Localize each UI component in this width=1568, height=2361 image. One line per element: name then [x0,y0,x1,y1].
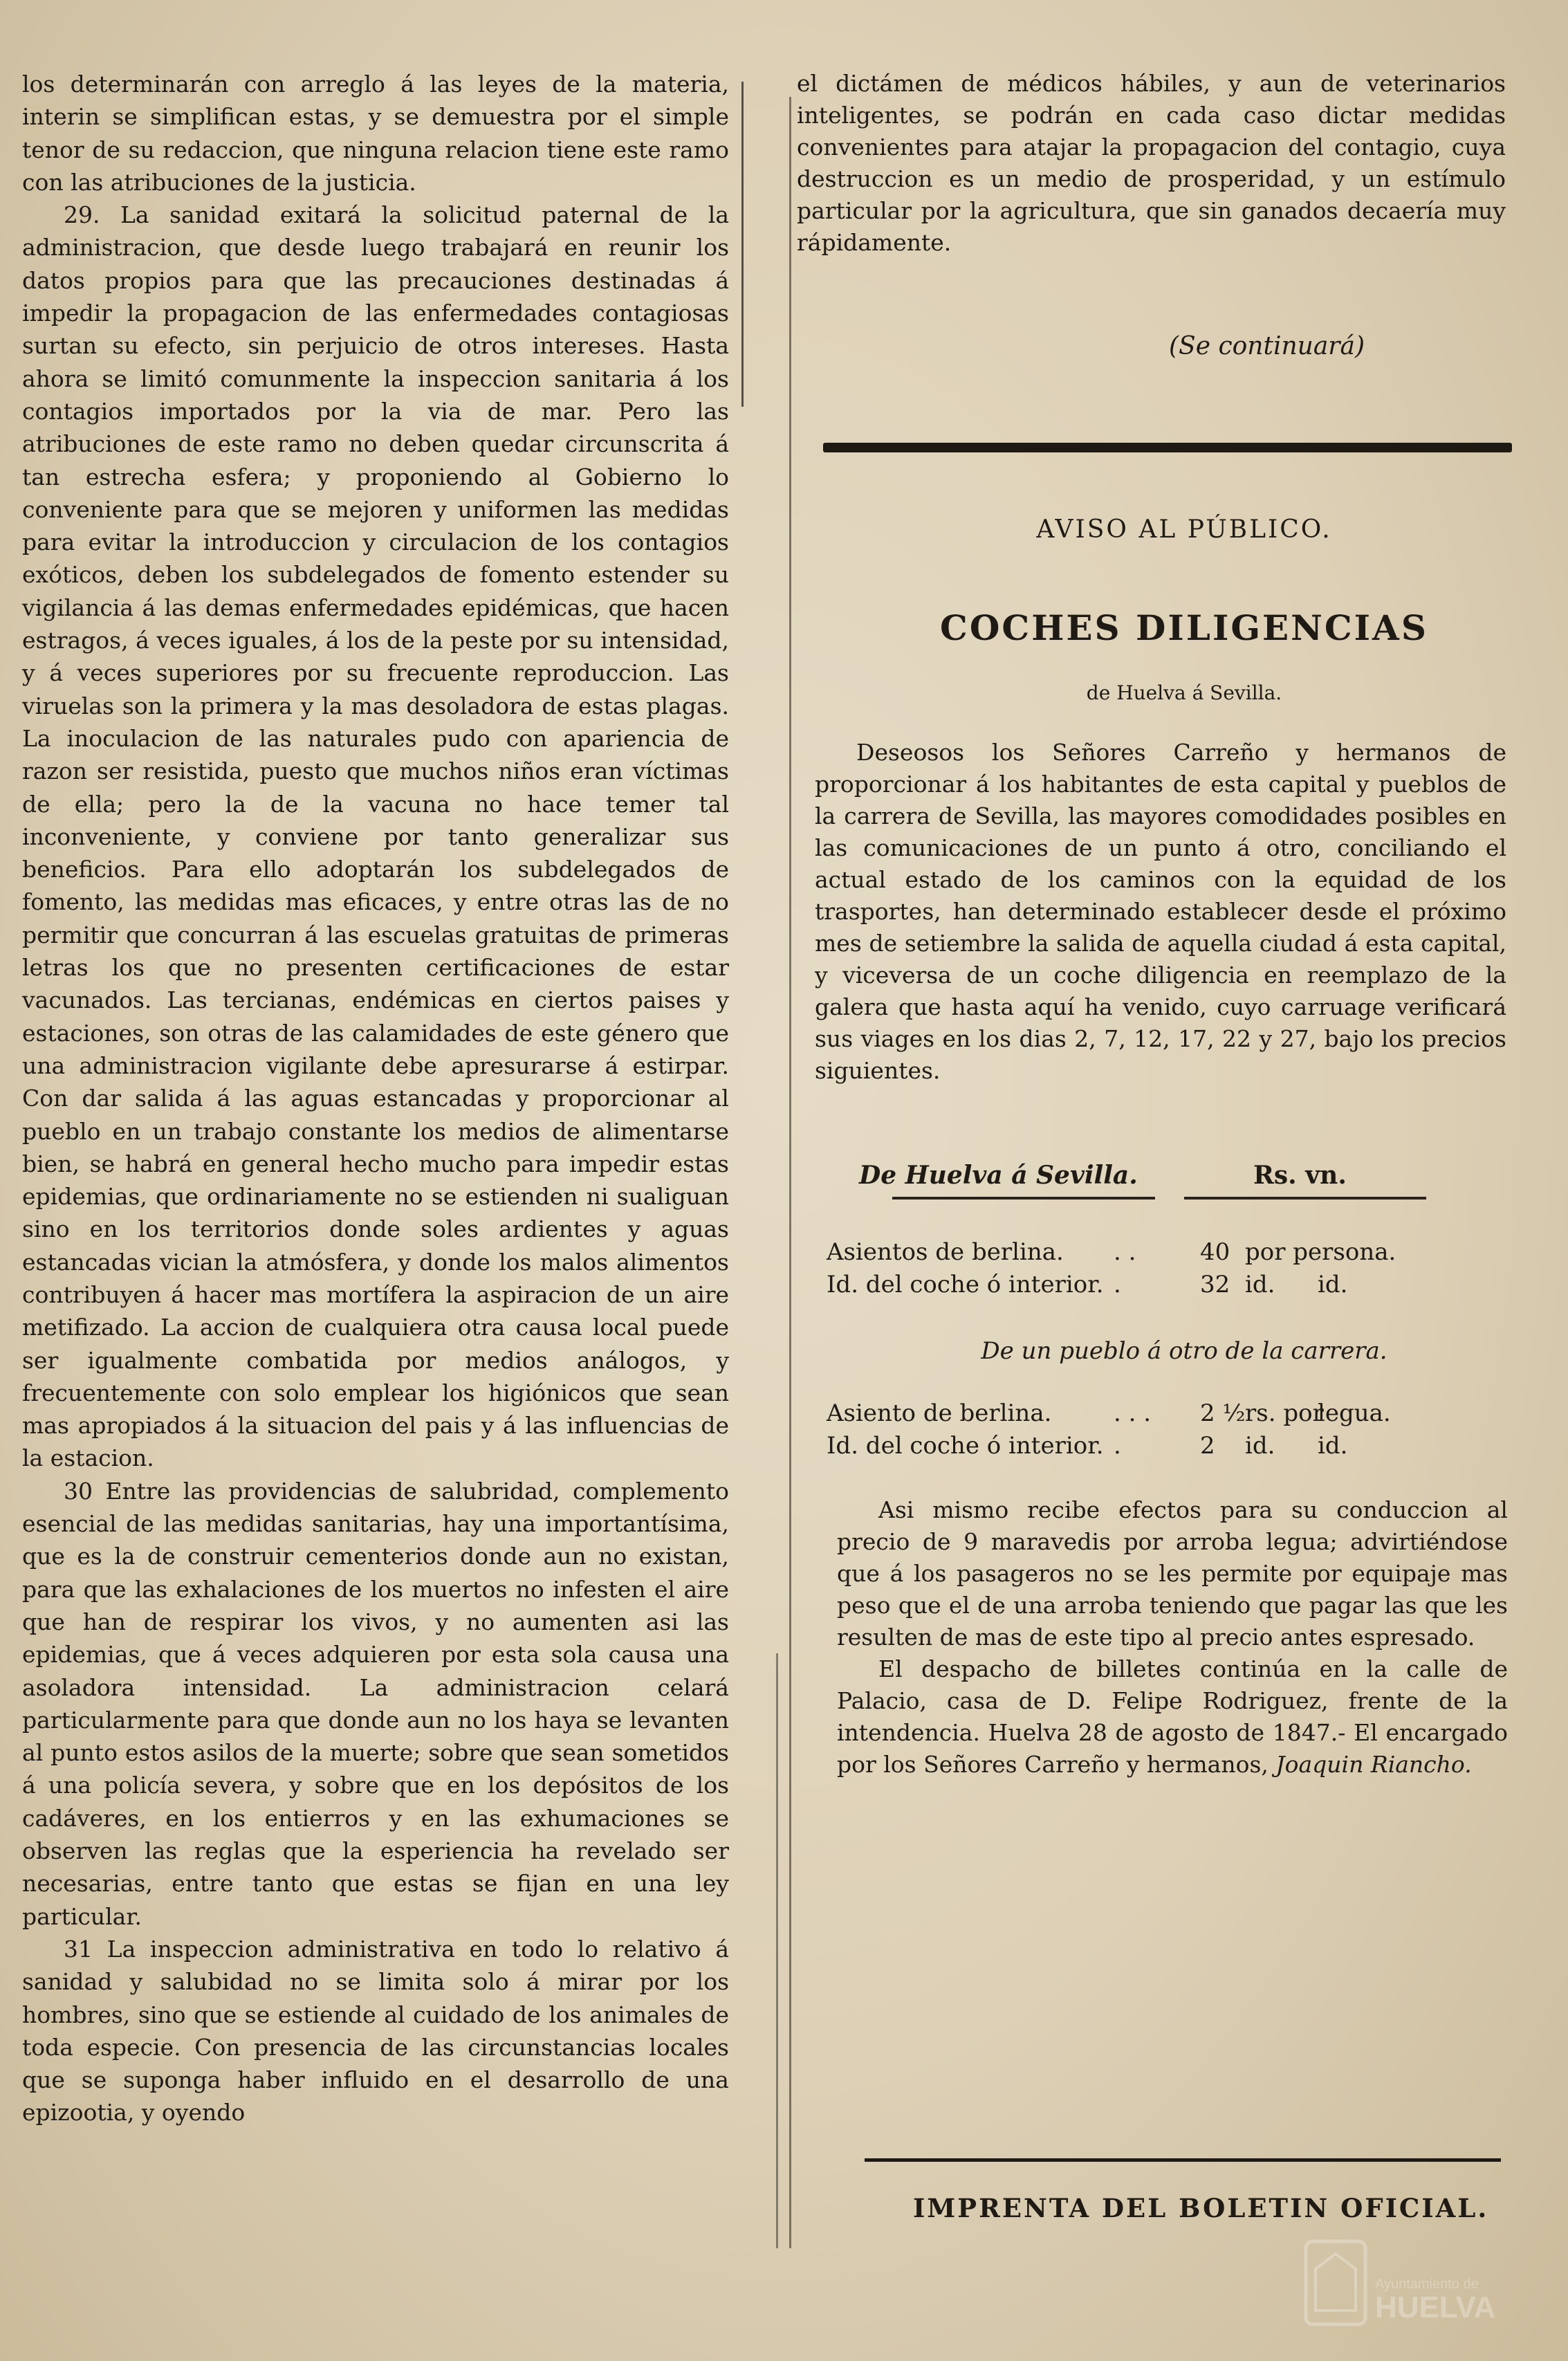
header-underline [1184,1197,1426,1200]
stamp-line-1: Ayuntamiento de [1375,2277,1479,2292]
fare-leader: . . [1114,1238,1136,1266]
continuation-note: (Se continuará) [1169,332,1365,360]
fare-leader: . [1114,1432,1121,1460]
fare-unit: id. [1245,1271,1275,1298]
fare-leader: . [1114,1271,1121,1298]
fare-price: 2 ½ [1200,1399,1246,1427]
footer-divider [865,2158,1501,2162]
notice-title: COCHES DILIGENCIAS [940,607,1428,648]
column-rule [789,97,791,2248]
fare-label: Id. del coche ó interior. [827,1271,1104,1298]
paragraph-right-continuation: el dictámen de médicos hábiles, y aun de veterinarios inteligentes, se podrán en cada caso dictar medidas convenientes para atajar la propagacion del contagio, cuya destruccion es un medio de prosperidad, y un estímulo particular por la agricultura, que sin ganados decaería muy rápidamente. [797,70,1506,256]
fare-unit: por persona. [1245,1238,1396,1266]
fare-table-route-header: De Huelva á Sevilla. [859,1161,1138,1190]
fare-unit: id. [1245,1432,1275,1460]
stamp-line-2: HUELVA [1375,2290,1496,2324]
notice-route: de Huelva á Sevilla. [1086,681,1282,704]
fare-label: Asiento de berlina. [827,1399,1052,1427]
office-paragraph [837,1653,1508,1781]
notice-heading: AVISO AL PÚBLICO. [1036,515,1332,544]
fare-price: 32 [1200,1271,1230,1298]
right-column-top [797,68,1506,259]
fare-table-currency-header: Rs. vn. [1253,1161,1347,1190]
paragraph-31: 31 La inspeccion administrativa en todo lo relativo á sanidad y salubidad no se limita solo á mirar por los hombres, sino que se estiende al cuidado de los animales de toda especie. Con presencia de las circunstancias locales que se suponga haber influido en el desarrollo de una epizootia, y oyendo [22,1935,729,2126]
office-text: El despacho de billetes continúa en la calle de Palacio, casa de D. Felipe Rodriguez, frente de la intendencia. Huelva 28 de agosto de 1847.- El encargado por los Señores Carreño y hermanos, [837,1655,1508,1778]
fare-price: 40 [1200,1238,1230,1266]
column-rule-right [776,1653,778,2248]
header-underline [892,1197,1155,1200]
signature: Joaquin Riancho. [1275,1751,1472,1778]
fare-unit: legua. [1318,1399,1391,1427]
fare-label: Asientos de berlina. [827,1238,1064,1266]
paragraph-29: 29. La sanidad exitará la solicitud paternal de la administracion, que desde luego trabajará en reunir los datos propios para que las precauciones destinadas á impedir la propagacion de las enfermedades contagiosas surtan su efecto, sin perjuicio de otros intereses. Hasta ahora se limitó comunmente la inspeccion sanitaria á los contagios importados por la via de mar. Pero las atribuciones de este ramo no deben quedar circunscrita á tan estrecha esfera; y proponiendo al Gobierno lo conveniente para que se mejoren y uniformen las medidas para evitar la introduccion y circulacion de los contagios exóticos, deben los subdelegados de fomento estender su vigilancia á las demas enfermedades epidémicas, que hacen estragos, á veces iguales, á los de la peste por su intensidad, y á veces superiores por su frecuente reproduccion. Las viruelas son la primera y la mas desoladora de estas plagas. La inoculacion de las naturales pudo con apariencia de razon ser resistida, puesto que muchos niños eran víctimas de ella; pero la de la vacuna no hace temer tal inconveniente, y conviene por tanto generalizar sus beneficios. Para ello adoptarán los subdelegados de fomento, las medidas mas eficaces, y entre otras las de no permitir que concurran á las escuelas gratuitas de primeras letras los que no presenten certificaciones de estar vacunados. Las tercianas, endémicas en ciertos paises y estaciones, son otras de las calamidades de este género que una administracion vigilante debe apresurarse á estirpar. Con dar salida á las aguas estancadas y proporcionar al pueblo en un trabajo constante los medios de alimentarse bien, se habrá en general hecho mucho para impedir estas epidemias, que ordinariamente no se estienden ni sualiguan sino en los territorios donde soles ardientes y aguas estancadas vician la atmósfera, y donde los malos alimentos contribuyen á hacer mas mortífera la aspiracion de un aire metifizado. La accion de cualquiera otra causa local puede ser igualmente combatida por medios análogos, y frecuentemente con solo emplear los higiónicos que sean mas apropiados á la situacion del pais y á las influencias de la estacion. [22,201,729,1472]
paragraph-continuation: los determinarán con arreglo á las leyes de la materia, interin se simplifican estas, y se demuestra por el simple tenor de su redaccion, que ninguna relacion tiene este ramo con las atribuciones de la justicia. [22,71,729,196]
fare-unit: id. [1318,1432,1348,1460]
fare-leader: . . . [1114,1399,1152,1427]
notice-footer-text [837,1494,1508,1781]
fare-unit: id. [1318,1271,1348,1298]
fare-label: Id. del coche ó interior. [827,1432,1104,1460]
luggage-paragraph: Asi mismo recibe efectos para su conduccion al precio de 9 maravedis por arroba legua; advirtiéndose que á los pasageros no se les permite por equipaje mas peso que el de una arroba teniendo que pagar las que les resulten de mas de este tipo al precio antes espresado. [837,1496,1508,1651]
left-column [22,68,729,2129]
column-rule-top [741,82,744,407]
archive-watermark [1300,2227,1508,2338]
section-divider [823,443,1512,452]
fare-subheading: De un pueblo á otro de la carrera. [981,1337,1387,1365]
fare-unit: rs. por [1245,1399,1324,1427]
notice-body [815,737,1506,1087]
notice-intro: Deseosos los Señores Carreño y hermanos de proporcionar á los habitantes de esta capital y pueblos de la carrera de Sevilla, las mayores comodidades posibles en las comunicaciones de un punto á otro, conciliando el actual estado de los caminos con la equidad de los trasportes, han determinado establecer desde el próximo mes de setiembre la salida de aquella ciudad á esta capital, y viceversa de un coche diligencia en reemplazo de la galera que hasta aquí ha venido, cuyo carruage verificará sus viages en los dias 2, 7, 12, 17, 22 y 27, bajo los precios siguientes. [815,739,1506,1084]
printer-imprint: IMPRENTA DEL BOLETIN OFICIAL. [913,2193,1489,2223]
paragraph-30: 30 Entre las providencias de salubridad, complemento esencial de las medidas sanitarias, hay una importantísima, que es la de construir cementerios donde aun no existan, para que las exhalaciones de los muertos no infesten el aire que han de respirar los vivos, y no aumenten asi las epidemias, que á veces adquieren por esta sola causa una asoladora intensidad. La administracion celará particularmente para que donde aun no los haya se levanten al punto estos asilos de la muerte; sobre que sean sometidos á una policía severa, y sobre que en los depósitos de los cadáveres, en los entierros y en las exhumaciones se observen las reglas que la esperiencia ha revelado ser necesarias, entre tanto que estas se fijan en una ley particular. [22,1477,729,1930]
fare-price: 2 [1200,1432,1215,1460]
